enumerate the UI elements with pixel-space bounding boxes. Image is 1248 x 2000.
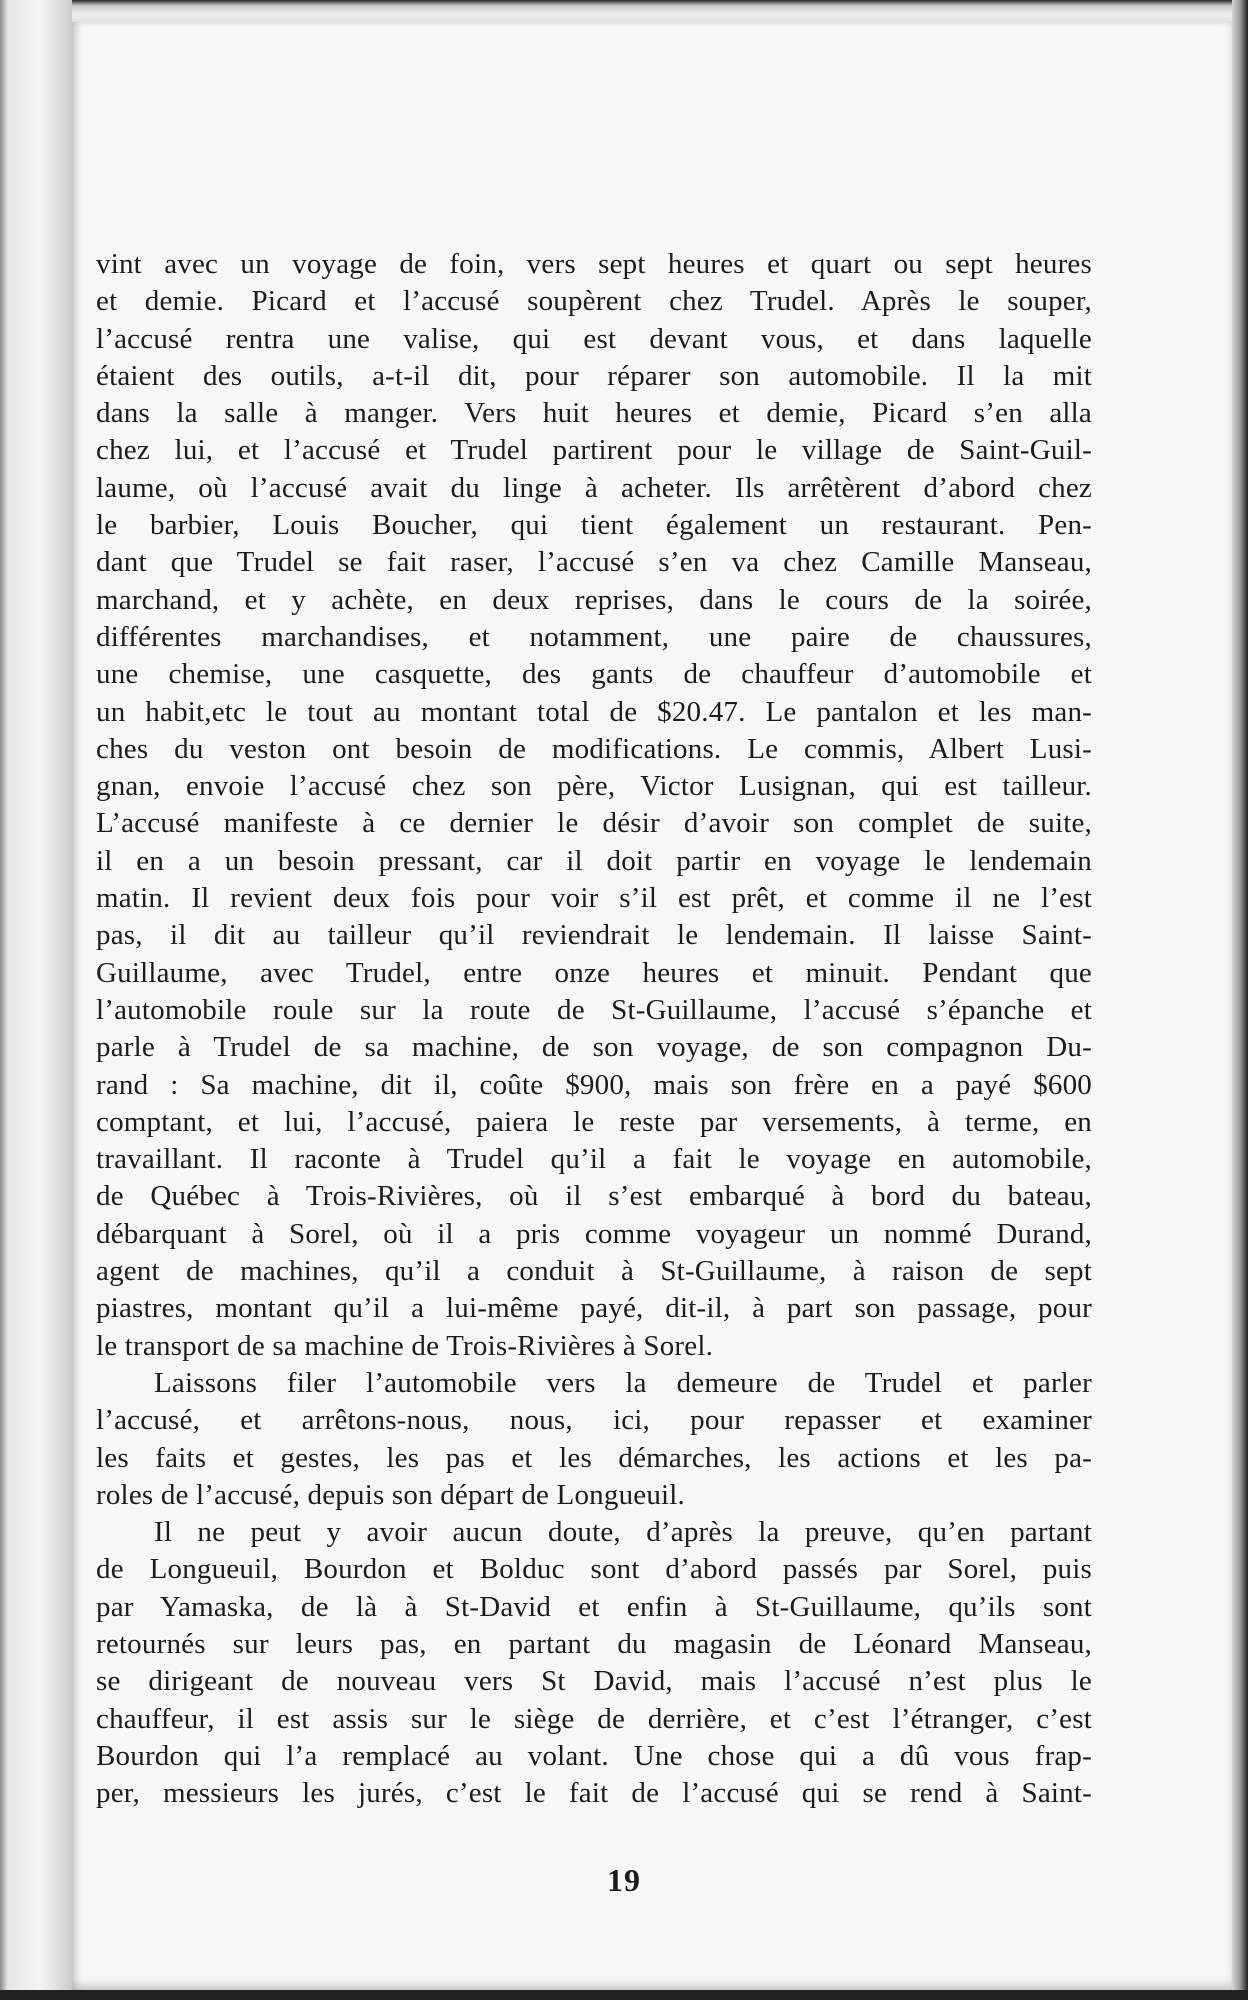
text-line: Laissons filer l’automobile vers la demeure de Trudel et parler <box>154 1366 1092 1399</box>
text-line: Bourdon qui l’a remplacé au volant. Une chose qui a dû vous frap- <box>96 1739 1092 1772</box>
text-line: Il ne peut y avoir aucun doute, d’après la preuve, qu’en partant <box>154 1516 1092 1549</box>
page-top-edge <box>0 0 1248 22</box>
body-text <box>96 246 1092 1812</box>
text-line: chez lui, et l’accusé et Trudel partirent pour le village de Saint-Guil- <box>96 434 1092 467</box>
text-line: l’automobile roule sur la route de St-Guillaume, l’accusé s’épanche et <box>96 993 1092 1026</box>
text-line: per, messieurs les jurés, c’est le fait de l’accusé qui se rend à Saint- <box>96 1777 1092 1810</box>
text-line: retournés sur leurs pas, en partant du magasin de Léonard Manseau, <box>96 1627 1092 1660</box>
text-line: dant que Trudel se fait raser, l’accusé s’en va chez Camille Manseau, <box>96 546 1092 579</box>
text-line: travaillant. Il raconte à Trudel qu’il a fait le voyage en automobile, <box>96 1143 1092 1176</box>
text-line: il en a un besoin pressant, car il doit partir en voyage le lendemain <box>96 844 1092 877</box>
text-line: par Yamaska, de là à St-David et enfin à St-Guillaume, qu’ils sont <box>96 1590 1092 1623</box>
text-line: Guillaume, avec Trudel, entre onze heures et minuit. Pendant que <box>96 956 1092 989</box>
text-line: un habit,etc le tout au montant total de $20.47. Le pantalon et les man- <box>96 695 1092 728</box>
text-line: parle à Trudel de sa machine, de son voyage, de son compagnon Du- <box>96 1031 1092 1064</box>
text-line: se dirigeant de nouveau vers St David, mais l’accusé n’est plus le <box>96 1665 1092 1698</box>
text-line: les faits et gestes, les pas et les démarches, les actions et les pa- <box>96 1441 1092 1474</box>
text-line: étaient des outils, a-t-il dit, pour réparer son automobile. Il la mit <box>96 359 1092 392</box>
text-line: matin. Il revient deux fois pour voir s’il est prêt, et comme il ne l’est <box>96 882 1092 915</box>
page-left-edge <box>0 0 72 2000</box>
text-line: dans la salle à manger. Vers huit heures et demie, Picard s’en alla <box>96 397 1092 430</box>
text-line: l’accusé rentra une valise, qui est devant vous, et dans laquelle <box>96 322 1092 355</box>
text-line: et demie. Picard et l’accusé soupèrent chez Trudel. Après le souper, <box>96 285 1092 318</box>
text-line: ches du veston ont besoin de modifications. Le commis, Albert Lusi- <box>96 732 1092 765</box>
text-line: vint avec un voyage de foin, vers sept heures et quart ou sept heures <box>96 248 1092 280</box>
text-line: chauffeur, il est assis sur le siège de derrière, et c’est l’étranger, c’est <box>96 1702 1092 1735</box>
text-line: gnan, envoie l’accusé chez son père, Victor Lusignan, qui est tailleur. <box>96 770 1092 803</box>
page-number: 19 <box>607 1862 641 1898</box>
text-line: pas, il dit au tailleur qu’il reviendrait le lendemain. Il laisse Saint- <box>96 919 1092 952</box>
text-line: le transport de sa machine de Trois-Rivières à Sorel. <box>96 1329 714 1362</box>
text-line: L’accusé manifeste à ce dernier le désir d’avoir son complet de suite, <box>96 807 1092 840</box>
page-bottom-edge <box>0 1990 1248 2000</box>
text-line: agent de machines, qu’il a conduit à St-Guillaume, à raison de sept <box>96 1255 1092 1288</box>
text-line: piastres, montant qu’il a lui-même payé, dit-il, à part son passage, pour <box>96 1292 1092 1325</box>
text-line: le barbier, Louis Boucher, qui tient également un restaurant. Pen- <box>96 509 1092 542</box>
text-line: de Québec à Trois-Rivières, où il s’est embarqué à bord du bateau, <box>96 1180 1092 1213</box>
text-line: une chemise, une casquette, des gants de chauffeur d’automobile et <box>96 658 1092 691</box>
text-line: l’accusé, et arrêtons-nous, nous, ici, pour repasser et examiner <box>96 1404 1092 1437</box>
text-line: comptant, et lui, l’accusé, paiera le reste par versements, à terme, en <box>96 1105 1092 1138</box>
text-line: marchand, et y achète, en deux reprises, dans le cours de la soirée, <box>96 583 1092 616</box>
text-line: débarquant à Sorel, où il a pris comme voyageur un nommé Durand, <box>96 1217 1092 1250</box>
text-line: de Longueuil, Bourdon et Bolduc sont d’abord passés par Sorel, puis <box>96 1553 1092 1586</box>
page-right-edge <box>1232 0 1248 2000</box>
text-line: laume, où l’accusé avait du linge à acheter. Ils arrêtèrent d’abord chez <box>96 471 1092 504</box>
text-line: roles de l’accusé, depuis son départ de Longueuil. <box>96 1478 686 1511</box>
text-line: rand : Sa machine, dit il, coûte $900, mais son frère en a payé $600 <box>96 1068 1092 1101</box>
text-line: différentes marchandises, et notamment, une paire de chaussures, <box>96 620 1092 653</box>
